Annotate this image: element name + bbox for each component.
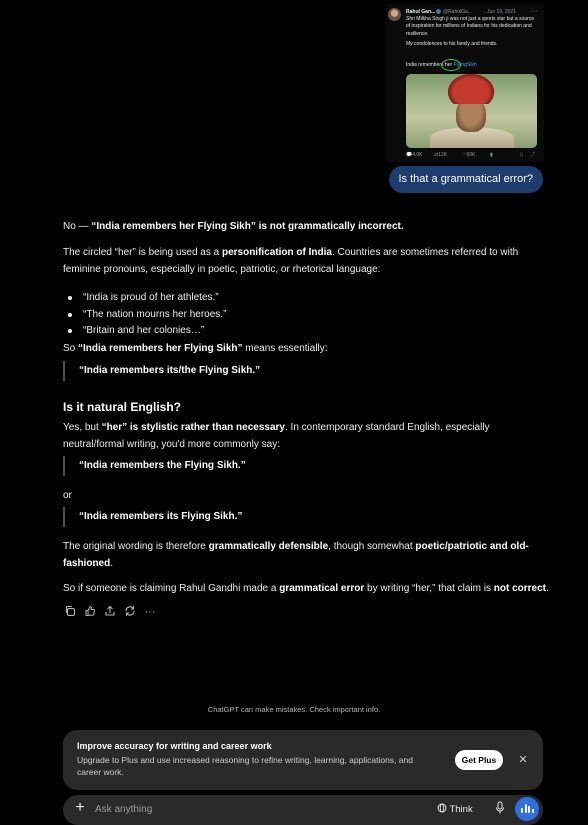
section-heading: Is it natural English?: [63, 400, 182, 414]
user-message-bubble: Is that a grammatical error?: [389, 166, 544, 193]
or-text: or: [63, 490, 72, 501]
upgrade-promo: [63, 730, 543, 790]
get-plus-button[interactable]: Get Plus: [455, 750, 503, 770]
globe-icon: [437, 803, 447, 813]
answer-paragraph-6: So if someone is claiming Rahul Gandhi made a grammatical error by writing “her,” that claim is not correct.: [63, 583, 549, 594]
list-item: “The nation mourns her heroes.”: [63, 306, 226, 323]
copy-icon[interactable]: [63, 605, 77, 619]
blockquote-3: “India remembers its Flying Sikh.”: [63, 507, 479, 527]
thumbs-icon[interactable]: [83, 605, 97, 619]
tweet-line-prefix: India remembers: [406, 62, 445, 68]
promo-title: Improve accuracy for writing and career work: [77, 741, 272, 751]
list-item: “Britain and her colonies…”: [63, 322, 226, 339]
turban: [448, 74, 494, 104]
think-label: Think: [449, 804, 473, 815]
composer: [63, 795, 543, 825]
green-circle-annotation: [441, 59, 461, 71]
regenerate-icon[interactable]: [123, 605, 137, 619]
close-icon[interactable]: ✕: [518, 754, 528, 766]
tweet-hashtag-link: FlyingSikh: [452, 62, 477, 68]
blockquote-1: “India remembers its/the Flying Sikh.”: [63, 361, 479, 381]
tweet-date: · Jun 19, 2021: [484, 9, 516, 15]
bookmark-icon: ▯: [520, 152, 523, 158]
tweet-text-2: My condolences to his family and friends.: [406, 40, 498, 47]
tweet-screenshot: [386, 4, 544, 162]
tweet-mention-line: [406, 62, 538, 69]
reply-icon: 💬 4.0K: [406, 152, 423, 158]
tweet-handle: @RahulGa...: [443, 9, 472, 15]
answer-paragraph-2: The circled “her” is being used as a personification of India. Countries are sometimes referred to with feminine pronouns, especially in poetic, patriotic, or rhetorical language:: [63, 247, 519, 275]
tweet-circled-word: her: [445, 62, 452, 69]
think-button[interactable]: [437, 803, 473, 815]
tweet-actions: [406, 152, 538, 160]
disclaimer: ChatGPT can make mistakes. Check important info.: [207, 705, 381, 714]
list-item: “India is proud of her athletes.”: [63, 289, 226, 306]
promo-description: Upgrade to Plus and use increased reasoning to refine writing, learning, applications, and career work.: [77, 755, 413, 777]
tweet-more-icon: ···: [531, 8, 538, 15]
tweet-body: [406, 16, 538, 51]
plus-icon[interactable]: +: [75, 799, 85, 816]
answer-paragraph-5: The original wording is therefore grammatically defensible, though somewhat poetic/patriotic and old-fashioned.: [63, 541, 529, 569]
message-input[interactable]: Ask anything: [95, 804, 153, 815]
share-tweet-icon: ⤴: [530, 152, 536, 158]
voice-mode-button[interactable]: [515, 797, 539, 821]
blockquote-2: “India remembers the Flying Sikh.”: [63, 456, 479, 476]
verified-badge-icon: [436, 9, 441, 14]
share-icon[interactable]: [103, 605, 117, 619]
repost-icon: ⇄ 12K: [434, 152, 448, 158]
like-icon: ♡ 60K: [462, 152, 476, 158]
answer-paragraph-4: Yes, but “her” is stylistic rather than necessary. In contemporary standard English, especially neutral/formal writing, you'd more commonly say:: [63, 422, 490, 450]
example-list: [63, 289, 226, 339]
tweet-text-1: Shri Milkha Singh ji was not just a sports star but a source of inspiration for millions of Indians for his dedication and resilience.: [406, 16, 535, 37]
more-icon[interactable]: ···: [144, 606, 156, 618]
answer-paragraph-1: No — “India remembers her Flying Sikh” is not grammatically incorrect.: [63, 221, 404, 232]
tweet-avatar: [388, 8, 401, 21]
views-icon: ▮: [490, 152, 493, 158]
tweet-photo: [406, 74, 537, 148]
mic-icon[interactable]: [493, 801, 507, 817]
tweet-author-name: Rahul Gan...: [406, 9, 436, 15]
answer-paragraph-3: So “India remembers her Flying Sikh” means essentially:: [63, 343, 328, 354]
